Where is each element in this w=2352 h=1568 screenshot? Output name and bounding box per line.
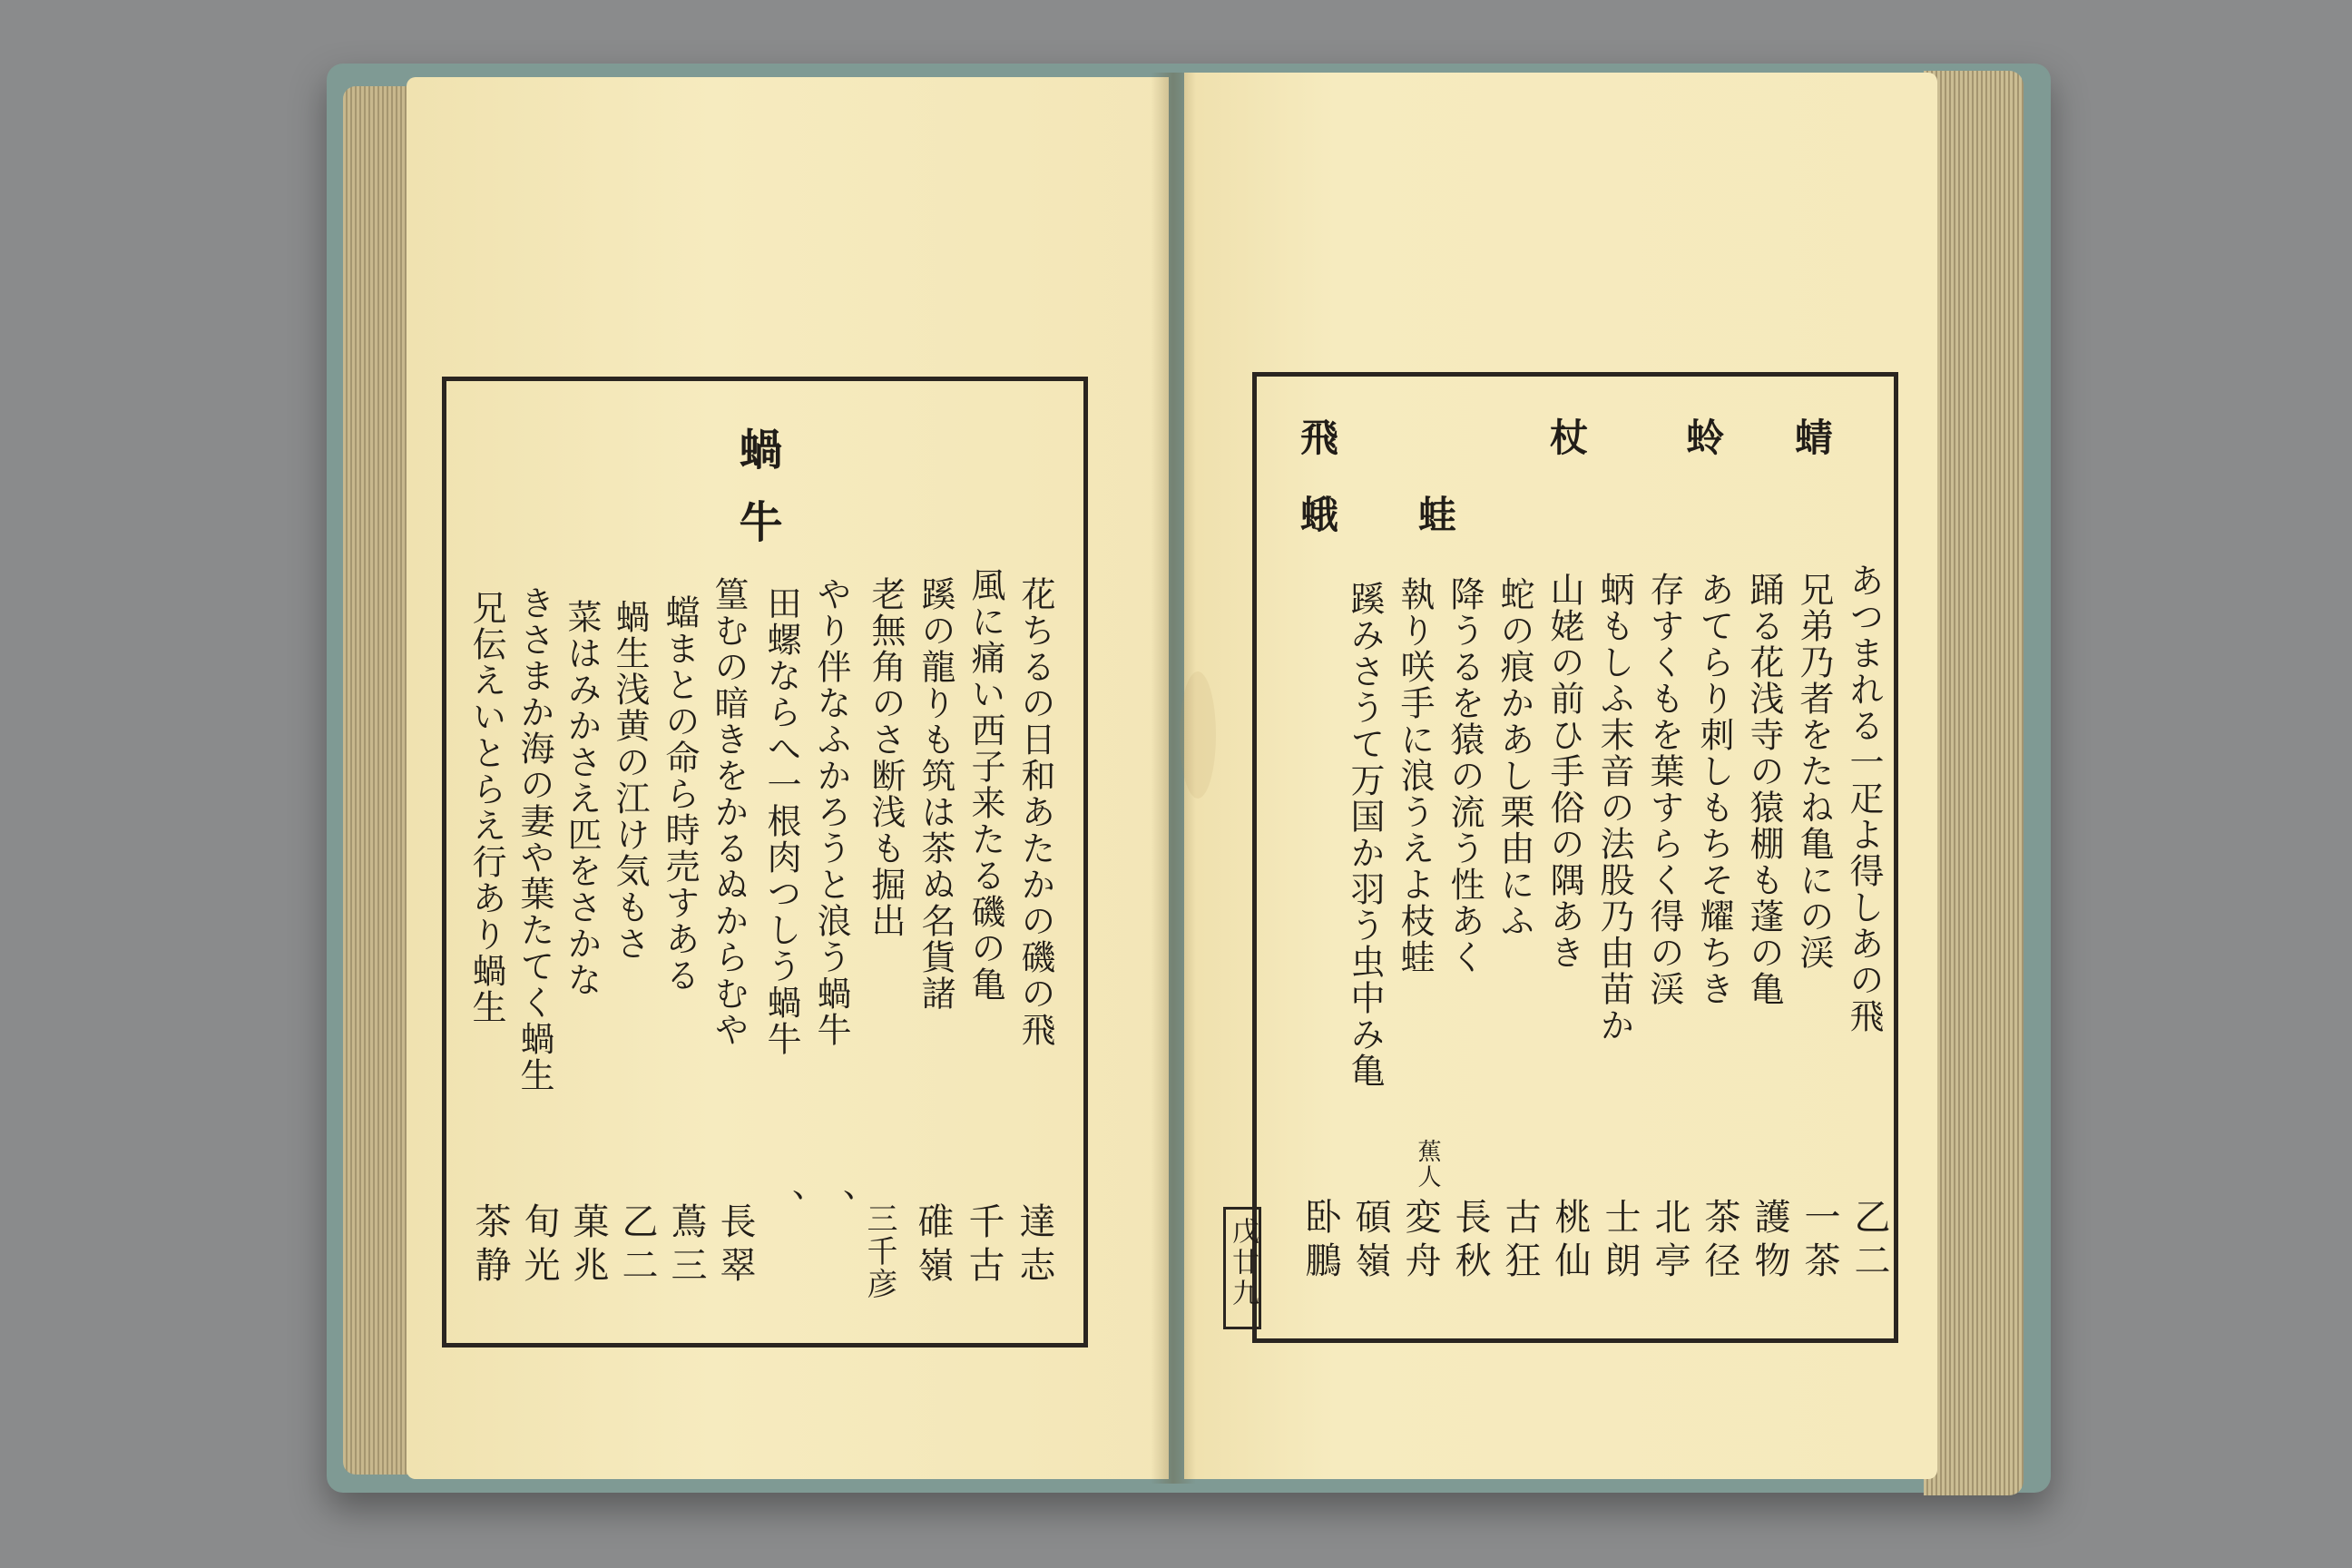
left-author: 、 (814, 1189, 856, 1232)
right-poem-line: 存すくもを葉すらく得の渓 (1644, 572, 1684, 1007)
folio-box (1223, 1207, 1261, 1329)
right-author: 変舟 (1399, 1198, 1441, 1285)
left-author: 千古 (963, 1202, 1004, 1289)
right-author: 護物 (1749, 1198, 1790, 1285)
page-edges-right (1924, 71, 2024, 1495)
left-author: 旬光 (518, 1202, 560, 1289)
right-title: 蛙 (1413, 495, 1457, 560)
left-author: 菓兆 (567, 1202, 609, 1289)
right-poem-line: 兄弟乃者をたね亀にの渓 (1794, 572, 1834, 971)
right-poem-line: あてらり刺しもちそ耀ちき (1694, 572, 1734, 1007)
right-author: 茶径 (1699, 1198, 1740, 1285)
right-author: 乙二 (1848, 1198, 1890, 1285)
left-title-1: 蝸 (731, 426, 782, 495)
left-author: 蔦三 (665, 1202, 707, 1289)
right-author: 長秋 (1449, 1198, 1491, 1285)
left-author: 、 (763, 1189, 805, 1232)
handwritten-annotation: 蕉人 (1414, 1139, 1441, 1190)
right-title: 蜻 (1789, 417, 1834, 483)
left-author: 三千彦 (861, 1202, 897, 1300)
left-poem-line: きさまか海の妻や葉たてく蝸生 (514, 585, 554, 1093)
right-title: 杖 (1544, 417, 1589, 483)
right-author: 碩嶺 (1349, 1198, 1391, 1285)
paper-stain (1180, 671, 1216, 799)
right-poem-line: 蛇の痕かあし栗由にふ (1494, 576, 1534, 939)
right-author: 卧鵬 (1299, 1198, 1341, 1285)
folio-number: 戊廿九 (1227, 1217, 1259, 1309)
left-poem-line: 田螺ならへ一根肉つしう蝸牛 (761, 585, 801, 1057)
left-title-2: 牛 (731, 499, 782, 568)
right-title: 飛 (1295, 417, 1339, 483)
left-poem-line: 兄伝えいとらえ行あり蝸生 (466, 590, 506, 1025)
left-author: 長翠 (714, 1202, 756, 1289)
right-poem-line: 山姥の前ひ手俗の隅あき (1544, 572, 1584, 971)
left-author: 碓嶺 (912, 1202, 954, 1289)
left-poem-line: 花ちるの日和あたかの磯の飛 (1015, 576, 1055, 1048)
left-poem-line: 蝸生浅黄の江け気もさ (610, 599, 650, 962)
right-author: 士朗 (1599, 1198, 1641, 1285)
right-poem-line: あつまれる一疋よ得しあの飛 (1844, 563, 1884, 1034)
right-poem-line: 蹊みさうて万国か羽う虫中み亀 (1345, 581, 1385, 1089)
right-author: 一茶 (1798, 1198, 1840, 1285)
left-author: 茶静 (469, 1202, 511, 1289)
page-edges-left (343, 86, 416, 1475)
right-poem-line: 蛃もしふ末音の法股乃由苗か (1594, 572, 1634, 1044)
left-poem-line: 蟷まとの命ら時売すある (660, 594, 700, 994)
left-poem-line: やり伴なふかろうと浪う蝸牛 (811, 576, 851, 1048)
left-poem-line: 篁むの暗きをかるぬからむや (709, 576, 749, 1048)
left-author: 達志 (1014, 1202, 1055, 1289)
left-text-frame (442, 377, 1088, 1348)
left-poem-line: 蹊の龍りも筑は茶ぬ名貨諸 (916, 576, 956, 1012)
right-author: 桃仙 (1549, 1198, 1591, 1285)
left-author: 乙二 (616, 1202, 658, 1289)
left-poem-line: 風に痛い西子来たる磯の亀 (965, 567, 1005, 1003)
right-poem-line: 執り咲手に浪うえよ枝蛙 (1395, 576, 1435, 975)
right-title: 蛾 (1295, 495, 1339, 560)
right-title: 蛉 (1681, 417, 1725, 483)
left-poem-line: 菜はみかさえ匹をさかな (562, 599, 602, 998)
right-text-frame (1252, 372, 1898, 1343)
left-poem-line: 老無角のさ断浅も掘出 (866, 576, 906, 939)
right-author: 北亭 (1649, 1198, 1690, 1285)
right-poem-line: 降うるを猿の流う性あく (1445, 576, 1485, 975)
right-author: 古狂 (1499, 1198, 1541, 1285)
right-poem-line: 踊る花浅寺の猿棚も蓬の亀 (1744, 572, 1784, 1007)
